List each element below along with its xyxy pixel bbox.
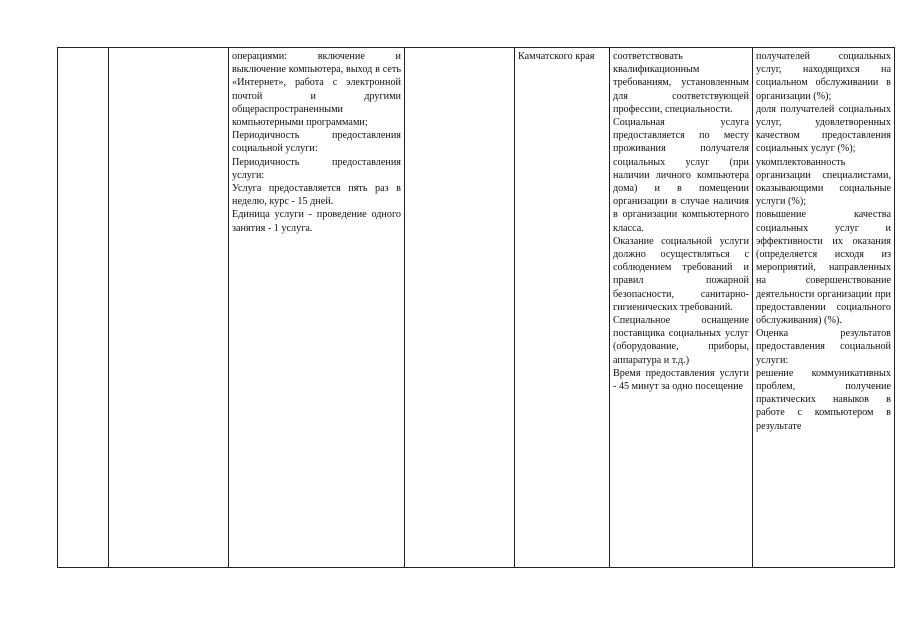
table-cell-service-description <box>229 48 405 568</box>
table-row <box>58 48 895 568</box>
cell-text: операциями: включение и выключение компьютера, выход в сеть «Интернет», работа с электронной почтой и другими общераспространенными компьютерными программами; Периодичность предоставления социальной услуги: Периодичность предоставления услуги: Услуга предоставляется пять раз в неделю, курс - 15 дней. Единица услуги - проведение одного занятия - 1 услуга. <box>232 51 401 234</box>
table-cell-conditions <box>610 48 753 568</box>
services-table <box>57 47 895 568</box>
cell-text: Камчатского края <box>518 51 595 62</box>
table-cell-quality-indicators <box>753 48 895 568</box>
cell-text: соответствовать квалификационным требованиям, установленным для соответствующей профессии, специальности. Социальная услуга предоставляется по месту проживания получателя социальных услуг (при наличии личного компьютера дома) и в помещении организации в случае наличия в организации компьютерного класса. Оказание социальной услуги должно осуществляться с соблюдением требований и правил пожарной безопасности, санитарно-гигиенических требований. Специальное оснащение поставщика социальных услуг (оборудование, приборы, аппаратура и т.д.) Время предоставления услуги - 45 минут за одно посещение <box>613 51 749 393</box>
table-cell-service-name <box>109 48 229 568</box>
table-cell-number <box>58 48 109 568</box>
cell-text: получателей социальных услуг, находящихся на социальном обслуживании в организации (%); доля получателей социальных услуг, удовлетворенных качеством предоставления социальных услуг (%); укомплектованность организации специалистами, оказывающими социальные услуги (%); повышение качества социальных услуг и эффективности их оказания (определяется исходя из мероприятий, направленных на совершенствование деятельности организации при предоставлении социального обслуживания) (%). Оценка результатов предоставления социальной услуги: решение коммуникативных проблем, получение практических навыков в работе с компьютером в результате <box>756 51 891 432</box>
table-cell-funding <box>515 48 610 568</box>
table-cell-timeline <box>405 48 515 568</box>
